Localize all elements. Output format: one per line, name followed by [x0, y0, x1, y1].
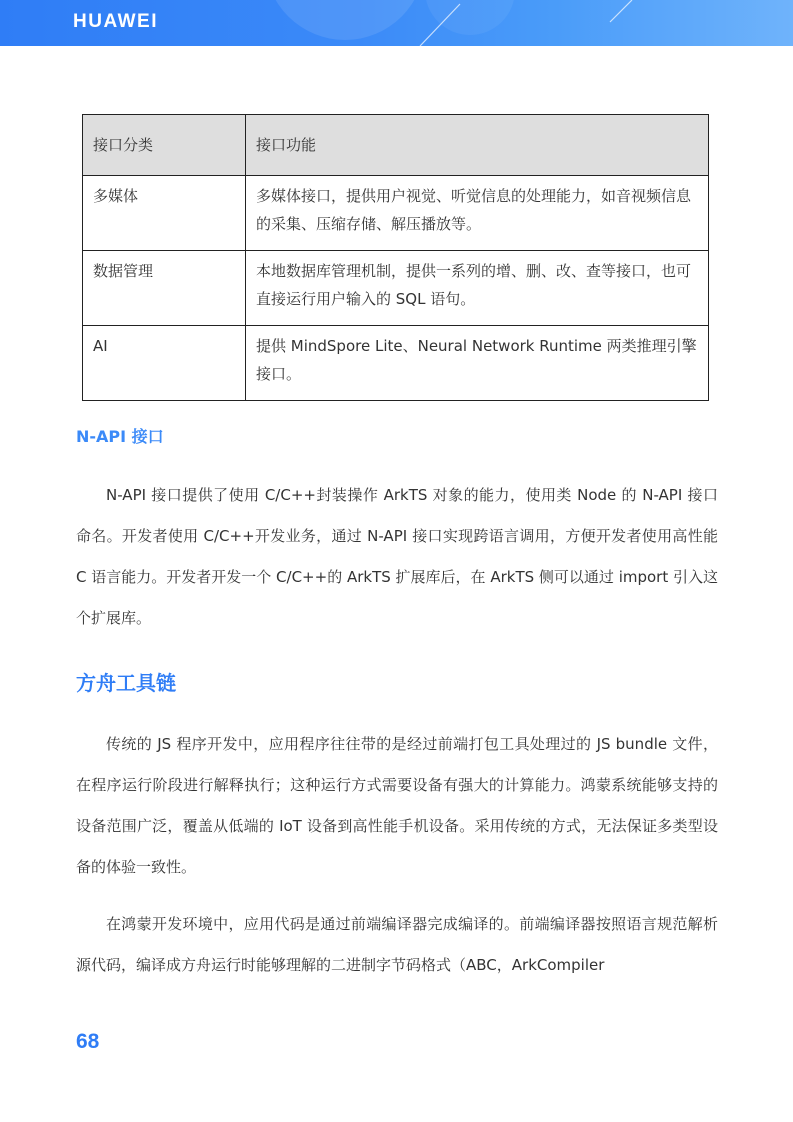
table-header-category: 接口分类: [83, 115, 246, 176]
toolchain-paragraph-2: 在鸿蒙开发环境中，应用代码是通过前端编译器完成编译的。前端编译器按照语言规范解析源代码，编译成方舟运行时能够理解的二进制字节码格式（ABC，ArkCompiler: [76, 915, 718, 974]
toolchain-paragraph-1: 传统的 JS 程序开发中，应用程序往往带的是经过前端打包工具处理过的 JS bundle 文件，在程序运行阶段进行解释执行；这种运行方式需要设备有强大的计算能力。鸿蒙系统能够支持的设备范围广泛，覆盖从低端的 IoT 设备到高性能手机设备。采用传统的方式，无法保证多类型设备的体验一致性。: [76, 735, 718, 876]
table-row: [83, 176, 709, 251]
table-cell-category: 多媒体: [83, 176, 246, 251]
huawei-logo: HUAWEI: [73, 11, 158, 32]
table-header-row: [83, 115, 709, 176]
section-title-toolchain: 方舟工具链: [76, 671, 176, 695]
table-row: [83, 251, 709, 326]
page-header: [0, 0, 793, 46]
table-cell-category: AI: [83, 326, 246, 401]
table-cell-category: 数据管理: [83, 251, 246, 326]
api-table: [82, 114, 709, 401]
table-row: [83, 326, 709, 401]
table-header-function: 接口功能: [246, 115, 709, 176]
table-cell-function: 提供 MindSpore Lite、Neural Network Runtime 两类推理引擎接口。: [246, 326, 709, 401]
page-number: 68: [76, 1030, 100, 1053]
napi-paragraph: N-API 接口提供了使用 C/C++封装操作 ArkTS 对象的能力，使用类 Node 的 N-API 接口命名。开发者使用 C/C++开发业务，通过 N-API 接口实现跨语言调用，方便开发者使用高性能 C 语言能力。开发者开发一个 C/C++的 ArkTS 扩展库后，在 ArkTS 侧可以通过 import 引入这个扩展库。: [76, 486, 718, 627]
table-cell-function: 本地数据库管理机制，提供一系列的增、删、改、查等接口，也可直接运行用户输入的 SQL 语句。: [246, 251, 709, 326]
table-cell-function: 多媒体接口，提供用户视觉、听觉信息的处理能力，如音视频信息的采集、压缩存储、解压播放等。: [246, 176, 709, 251]
section-title-napi: N-API 接口: [76, 427, 164, 446]
